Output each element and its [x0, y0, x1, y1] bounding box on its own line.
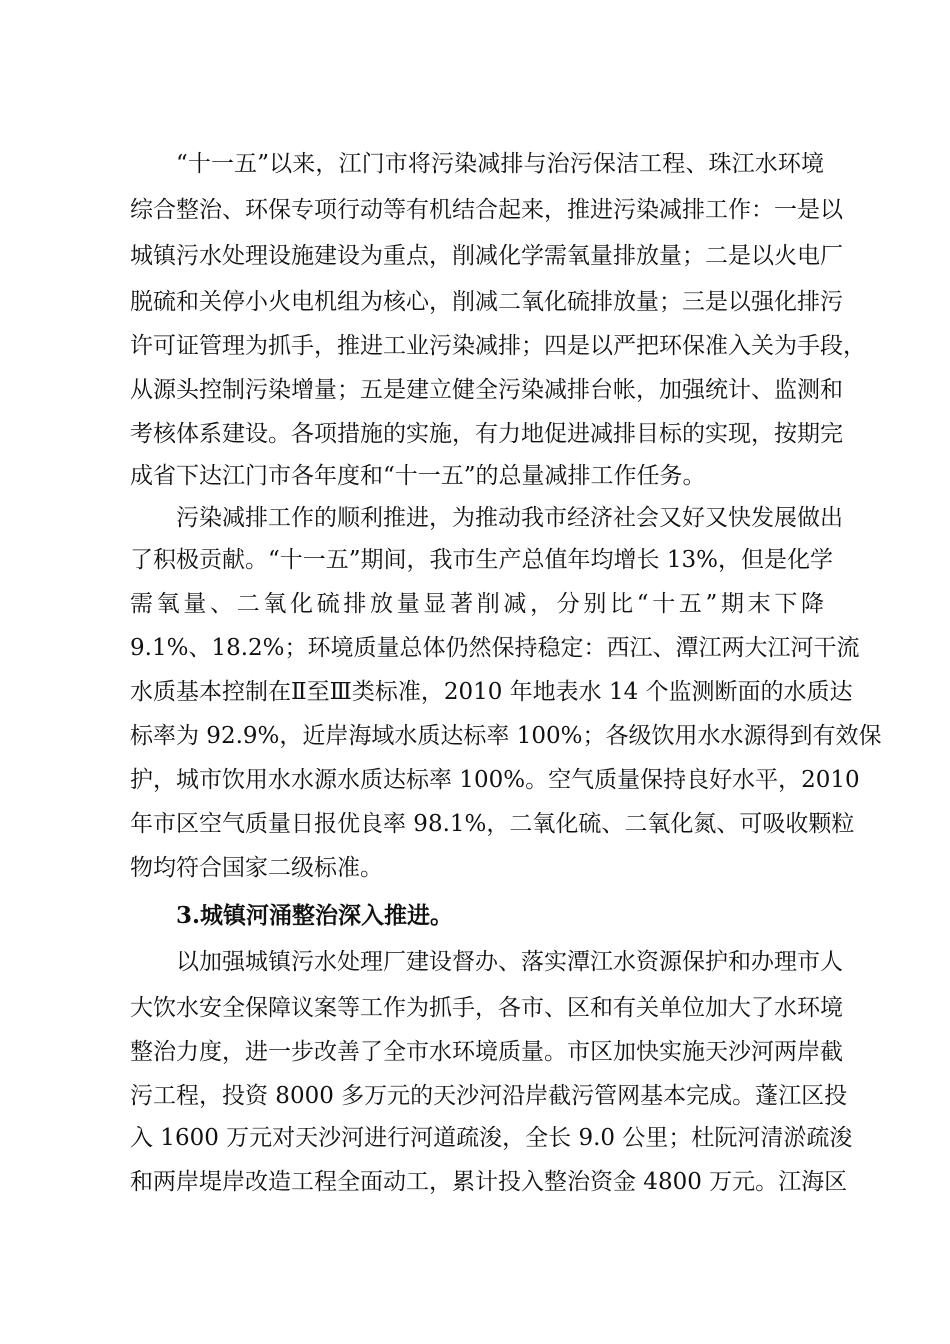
text-line: 了积极贡献。“十一五”期间，我市生产总值年均增长 13%，但是化学: [130, 547, 833, 573]
text-line: 入 1600 万元对天沙河进行河道疏浚，全长 9.0 公里；杜阮河清淤疏浚: [130, 1125, 853, 1151]
text-line: 物均符合国家二级标准。: [130, 855, 383, 881]
text-line: 成省下达江门市各年度和“十一五”的总量减排工作任务。: [130, 463, 706, 489]
section-heading: 3.城镇河涌整治深入推进。: [176, 902, 454, 929]
text-line: 以加强城镇污水处理厂建设督办、落实潭江水资源保护和办理市人: [176, 949, 843, 975]
text-line: 大饮水安全保障议案等工作为抓手，各市、区和有关单位加大了水环境: [130, 995, 843, 1021]
text-line: 水质基本控制在Ⅱ至Ⅲ类标准，2010 年地表水 14 个监测断面的水质达: [130, 679, 853, 705]
text-line: 污染减排工作的顺利推进，为推动我市经济社会又好又快发展做出: [176, 505, 843, 531]
text-line: 9.1%、18.2%；环境质量总体仍然保持稳定：西江、潭江两大江河干流: [130, 635, 860, 661]
text-line: 城镇污水处理设施建设为重点，削减化学需氧量排放量；二是以火电厂: [130, 243, 843, 269]
text-line: 从源头控制污染增量；五是建立健全污染减排台帐，加强统计、监测和: [130, 377, 843, 403]
text-line: “十一五”以来，江门市将污染减排与治污保洁工程、珠江水环境: [176, 151, 824, 177]
text-line: 护，城市饮用水水源水质达标率 100%。空气质量保持良好水平，2010: [130, 767, 860, 793]
text-line: 需氧量、二氧化硫排放量显著削减，分别比“十五”期末下降: [130, 591, 824, 617]
text-line: 考核体系建设。各项措施的实施，有力地促进减排目标的实现，按期完: [130, 421, 843, 447]
text-line: 许可证管理为抓手，推进工业污染减排；四是以严把环保准入关为手段，: [130, 333, 866, 359]
text-line: 污工程，投资 8000 多万元的天沙河沿岸截污管网基本完成。蓬江区投: [130, 1083, 848, 1109]
text-line: 脱硫和关停小火电机组为核心，削减二氧化硫排放量；三是以强化排污: [130, 289, 843, 315]
text-line: 综合整治、环保专项行动等有机结合起来，推进污染减排工作：一是以: [130, 197, 843, 223]
text-line: 和两岸堤岸改造工程全面动工，累计投入整治资金 4800 万元。江海区: [130, 1169, 848, 1195]
text-line: 标率为 92.9%，近岸海域水质达标率 100%；各级饮用水水源得到有效保: [130, 723, 882, 749]
text-line: 整治力度，进一步改善了全市水环境质量。市区加快实施天沙河两岸截: [130, 1039, 843, 1065]
text-line: 年市区空气质量日报优良率 98.1%，二氧化硫、二氧化氮、可吸收颗粒: [130, 811, 855, 837]
